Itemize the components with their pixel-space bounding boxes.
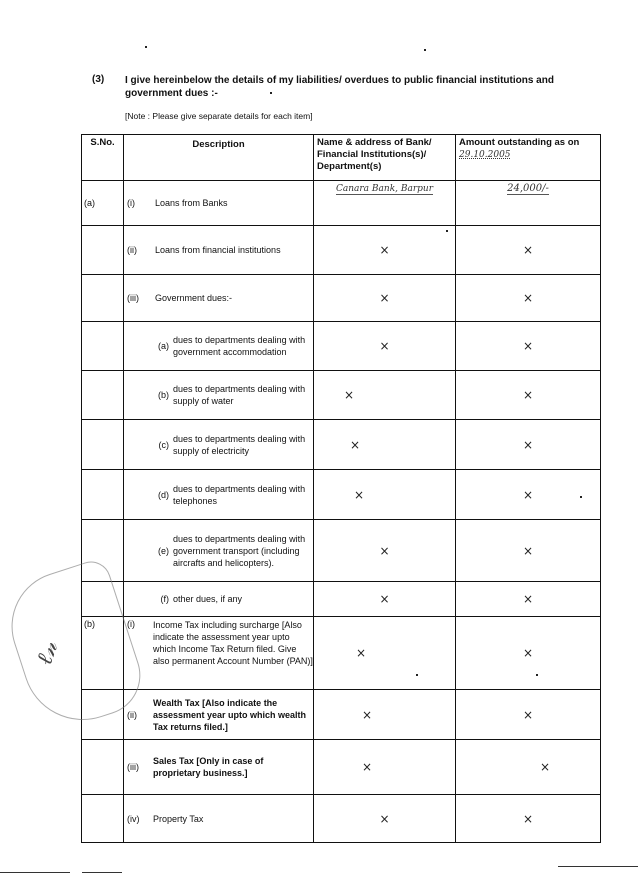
row-desc [124,617,314,690]
row-num: (iv) [127,813,140,824]
row-bank [314,795,456,843]
table-row [82,322,601,371]
row-bank [314,690,456,740]
row-num: (i) [127,619,135,629]
row-bank-mark: × [356,646,367,660]
header-amount-date: 29.10.2005 [459,150,511,160]
row-amount [456,740,601,795]
row-bank-mark: × [344,388,355,402]
row-bank-mark: × [379,811,390,826]
row-bank-mark: × [379,243,390,257]
row-amount [456,275,601,322]
header-amount [456,135,601,181]
handwritten-signature: ℓ𝓃 [32,638,64,669]
row-amount-mark: × [522,243,534,257]
row-sno [82,371,124,420]
speck [446,230,448,232]
row-desc [124,322,314,371]
row-amount [456,617,601,690]
table-row [82,226,601,275]
row-num: (iii) [127,293,139,303]
row-amount [456,420,601,470]
row-amount-mark: × [522,487,534,502]
row-desc [124,181,314,226]
row-desc [124,740,314,795]
row-bank [314,322,456,371]
row-bank [314,226,456,275]
row-amount-mark: × [539,760,550,774]
row-desc [124,582,314,617]
row-bank [314,470,456,520]
table-row [82,520,601,582]
row-bank-mark: × [354,487,365,502]
speck [270,92,272,94]
row-sub: (a) [158,341,169,351]
row-desc [124,226,314,275]
header-bank: Name & address of Bank/ Financial Institutions(s)/ Department(s) [314,135,456,181]
row-desc-text: Government dues:- [155,293,233,303]
row-num: (ii) [127,709,137,720]
row-amount [456,181,601,226]
row-amount-mark: × [522,646,534,660]
row-amount-mark: × [522,592,534,606]
row-bank-mark: × [362,760,373,774]
row-desc-text: Loans from Banks [155,198,228,208]
row-amount [456,582,601,617]
row-desc-text: Property Tax [153,813,204,824]
table-row [82,371,601,420]
row-desc-text: Sales Tax [Only in case of proprietary business.] [153,756,264,778]
header-sno: S.No. [82,135,124,181]
row-desc [124,520,314,582]
row-num: (iii) [127,762,139,772]
row-desc-text: dues to departments dealing with government accommodation [173,335,306,357]
row-sub: (d) [158,489,169,500]
row-bank [314,420,456,470]
row-sub: (b) [158,390,169,400]
table-row [82,740,601,795]
row-num: (i) [127,198,135,208]
row-bank [314,740,456,795]
row-amount-mark: × [522,291,534,305]
liabilities-table [81,134,601,843]
row-bank-text: Canara Bank, Barpur [335,184,434,194]
row-sub: (c) [158,439,169,450]
table-row [82,275,601,322]
note-text: [Note : Please give separate details for each item] [125,111,313,121]
table-row [82,181,601,226]
row-sno: (b) [82,617,124,690]
row-amount [456,470,601,520]
row-desc-text: Income Tax including surcharge [Also indicate the assessment year upto which Income Tax Return filed. Give also permanent Account Number (PAN)] [153,620,313,666]
row-desc [124,690,314,740]
scan-edge-line [0,872,70,873]
row-amount [456,226,601,275]
header-description: Description [124,135,314,181]
table-row [82,420,601,470]
row-amount [456,690,601,740]
row-desc [124,795,314,843]
row-num: (ii) [127,245,137,255]
row-amount-mark: × [522,437,534,452]
row-desc-text: dues to departments dealing with supply of electricity [173,433,306,456]
row-amount [456,371,601,420]
row-sno [82,275,124,322]
row-desc [124,420,314,470]
row-desc-text: Loans from financial institutions [155,245,281,255]
row-desc [124,275,314,322]
row-bank-mark: × [350,437,361,452]
row-bank [314,520,456,582]
row-sno [82,470,124,520]
table-row [82,617,601,690]
row-amount [456,322,601,371]
row-sno [82,795,124,843]
section-number: (3) [92,74,105,85]
row-desc-text: dues to departments dealing with supply of water [173,384,306,406]
table-row [82,582,601,617]
row-sno [82,226,124,275]
table-row [82,795,601,843]
row-sno [82,740,124,795]
speck [424,49,426,51]
row-bank-mark: × [379,339,390,353]
row-desc-text: Wealth Tax [Also indicate the assessment year upto which wealth Tax returns filed.] [153,697,307,732]
speck [536,674,538,676]
row-desc-text: dues to departments dealing with telephones [173,483,306,506]
row-bank-mark: × [379,543,390,558]
row-bank [314,582,456,617]
row-amount [456,520,601,582]
row-desc-text: dues to departments dealing with government transport (including aircrafts and helicopters). [173,533,306,568]
section-heading: I give hereinbelow the details of my liabilities/ overdues to public financial institutions and government dues :- [125,75,554,99]
row-bank-mark: × [379,592,390,606]
row-bank-mark: × [362,707,373,722]
header-amount-prefix: Amount outstanding as on [459,137,580,148]
scan-edge-line [82,872,122,873]
table-row [82,690,601,740]
row-desc [124,470,314,520]
speck [580,496,582,498]
row-amount-mark: × [522,811,534,826]
row-bank [314,275,456,322]
row-desc-text: other dues, if any [173,594,243,604]
speck [145,46,147,48]
row-sno [82,322,124,371]
table-header-row [82,135,601,181]
row-amount-text: 24,000/- [507,183,549,194]
row-bank [314,371,456,420]
table-row [82,470,601,520]
row-bank [314,617,456,690]
speck [416,674,418,676]
row-bank-mark: × [379,291,390,305]
row-desc [124,371,314,420]
row-amount [456,795,601,843]
row-amount-mark: × [522,543,534,558]
row-sub: (f) [160,594,169,604]
row-bank [314,181,456,226]
row-sub: (e) [158,545,169,556]
row-amount-mark: × [522,707,534,722]
row-sno [82,420,124,470]
row-amount-mark: × [522,388,534,402]
scan-edge-line [558,866,638,867]
row-amount-mark: × [522,339,534,353]
row-sno: (a) [82,181,124,226]
